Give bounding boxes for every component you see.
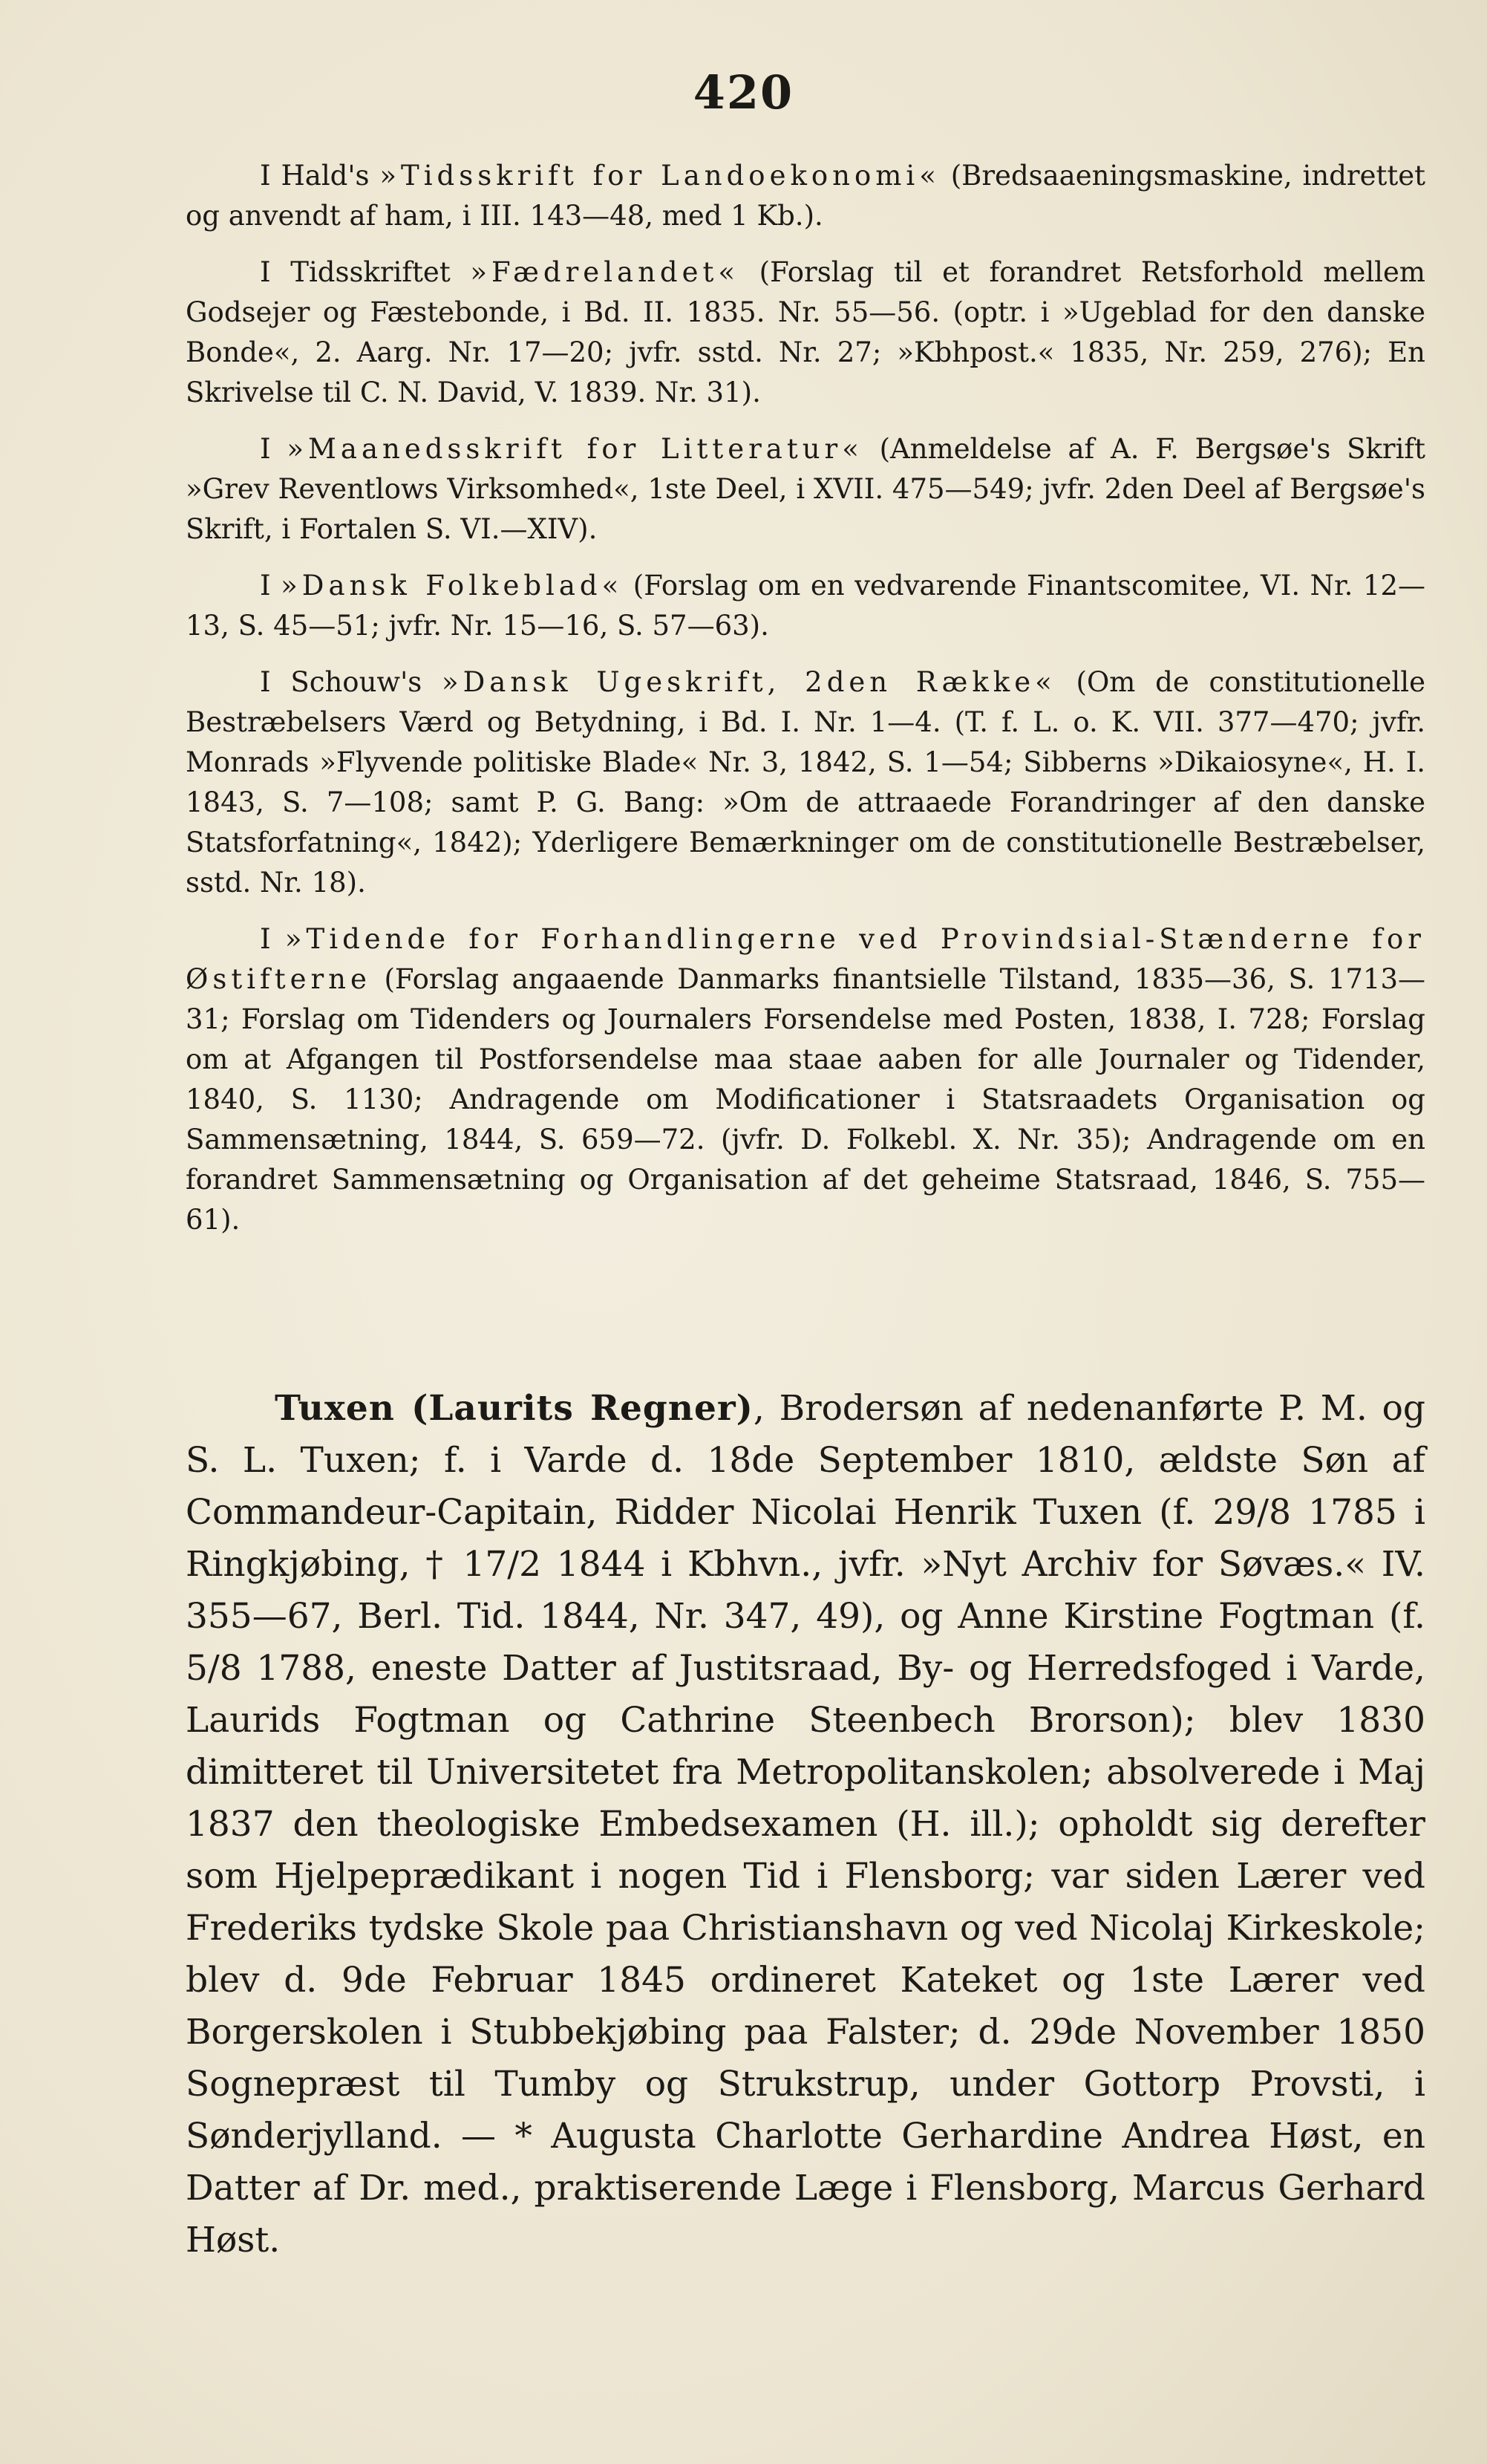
reference-paragraph: I »Maanedsskrift for Litteratur« (Anmeldelse af A. F. Bergsøe's Skrift »Grev Reventlows Virksomhed«, 1ste Deel, i XVII. 475—549; jvfr. 2den Deel af Bergsøe's Skrift, i Fortalen S. VI.—XIV). <box>186 433 1425 545</box>
publication-title: »Dansk Ugeskrift, 2den Række« <box>442 666 1056 698</box>
entry-paragraph <box>186 1383 1425 2266</box>
publication-title: »Tidsskrift for Landoekonomi« <box>379 160 941 192</box>
biography-entry <box>186 1383 1425 2266</box>
publication-title: »Tidende for Forhandlingerne ved Provindsial-Stænderne for Østifterne <box>186 923 1425 995</box>
publication-title: »Maanedsskrift for Litteratur« <box>287 433 863 465</box>
publication-title: »Dansk Folkeblad« <box>281 570 624 602</box>
reference-paragraph: I »Tidende for Forhandlingerne ved Provindsial-Stænderne for Østifterne (Forslag angaaende Danmarks finantsielle Tilstand, 1835—36, S. 1713—31; Forslag om Tidenders og Journalers Forsendelse med Posten, 1838, I. 728; Forslag om at Afgangen til Postforsendelse maa staae aaben for alle Journaler og Tidender, 1840, S. 1130; Andragende om Modificationer i Statsraadets Organisation og Sammensætning, 1844, S. 659—72. (jvfr. D. Folkebl. X. Nr. 35); Andragende om en forandret Sammensætning og Organisation af det geheime Statsraad, 1846, S. 755—61). <box>186 923 1425 1236</box>
reference-paragraph: I »Dansk Folkeblad« (Forslag om en vedvarende Finantscomitee, VI. Nr. 12—13, S. 45—51; jvfr. Nr. 15—16, S. 57—63). <box>186 570 1425 642</box>
page-number: 420 <box>693 65 794 120</box>
reference-paragraph: I Tidsskriftet »Fædrelandet« (Forslag til et forandret Retsforhold mellem Godsejer og Fæstebonde, i Bd. II. 1835. Nr. 55—56. (optr. i »Ugeblad for den danske Bonde«, 2. Aarg. Nr. 17—20; jvfr. sstd. Nr. 27; »Kbhpost.« 1835, Nr. 259, 276); En Skrivelse til C. N. David, V. 1839. Nr. 31). <box>186 256 1425 408</box>
bibliography-references <box>186 156 1425 1257</box>
entry-text: , Brodersøn af nedenanførte P. M. og S. L. Tuxen; f. i Varde d. 18de September 1810, ældste Søn af Commandeur-Capitain, Ridder Nicolai Henrik Tuxen (f. 29/8 1785 i Ringkjøbing, † 17/2 1844 i Kbhvn., jvfr. »Nyt Archiv for Søvæs.« IV. 355—67, Berl. Tid. 1844, Nr. 347, 49), og Anne Kirstine Fogtman (f. 5/8 1788, eneste Datter af Justitsraad, By- og Herredsfoged i Varde, Laurids Fogtman og Cathrine Steenbech Brorson); blev 1830 dimitteret til Universitetet fra Metropolitanskolen; absolverede i Maj 1837 den theologiske Embedsexamen (H. ill.); opholdt sig derefter som Hjelpeprædikant i nogen Tid i Flensborg; var siden Lærer ved Frederiks tydske Skole paa Christianshavn og ved Nicolaj Kirkeskole; blev d. 9de Februar 1845 ordineret Kateket og 1ste Lærer ved Borgerskolen i Stubbekjøbing paa Falster; d. 29de November 1850 Sognepræst til Tumby og Strukstrup, under Gottorp Provsti, i Sønderjylland. — * Augusta Charlotte Gerhardine Andrea Høst, en Datter af Dr. med., praktiserende Læge i Flensborg, Marcus Gerhard Høst. <box>186 1388 1425 2261</box>
reference-paragraph: I Schouw's »Dansk Ugeskrift, 2den Række« (Om de constitutionelle Bestræbelsers Værd og Betydning, i Bd. I. Nr. 1—4. (T. f. L. o. K. VII. 377—470; jvfr. Monrads »Flyvende politiske Blade« Nr. 3, 1842, S. 1—54; Sibberns »Dikaiosyne«, H. I. 1843, S. 7—108; samt P. G. Bang: »Om de attraaede Forandringer af den danske Statsforfatning«, 1842); Yderligere Bemærkninger om de constitutionelle Bestræbelser, sstd. Nr. 18). <box>186 666 1425 899</box>
publication-title: »Fædrelandet« <box>470 256 740 288</box>
reference-paragraph: I Hald's »Tidsskrift for Landoekonomi« (Bredsaaeningsmaskine, indrettet og anvendt af ham, i III. 143—48, med 1 Kb.). <box>186 160 1425 232</box>
entry-headword: Tuxen (Laurits Regner) <box>275 1388 754 1429</box>
